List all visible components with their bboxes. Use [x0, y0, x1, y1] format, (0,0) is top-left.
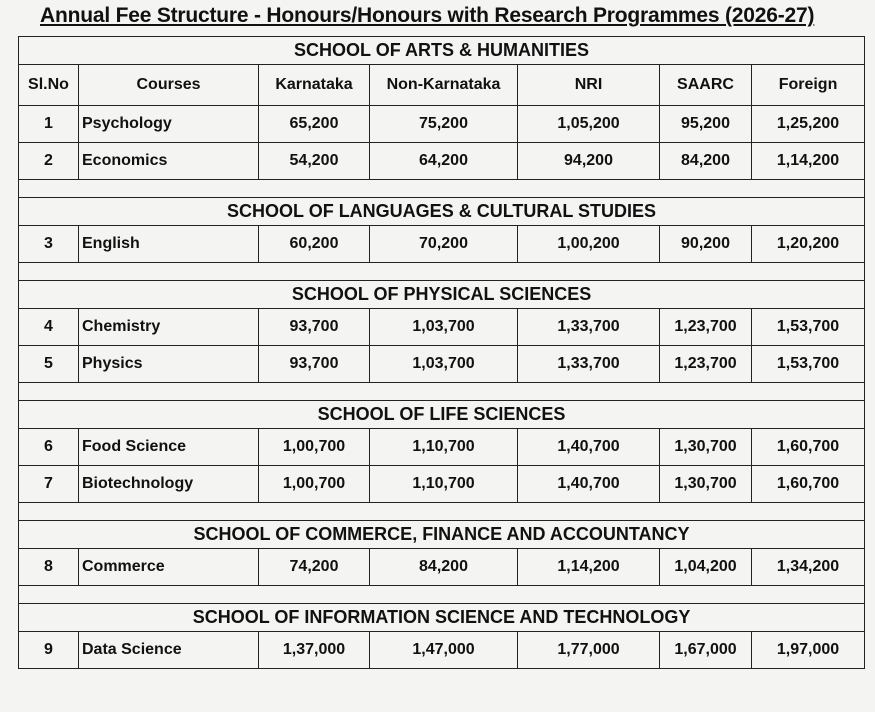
- spacer-cell: [19, 180, 865, 198]
- school-heading-row: [19, 604, 865, 632]
- sl-no-cell: 9: [19, 632, 79, 669]
- karnataka-fee-cell: 65,200: [259, 106, 370, 143]
- nri-fee-cell: 1,33,700: [518, 346, 660, 383]
- non-karnataka-fee-cell: 1,10,700: [370, 429, 518, 466]
- course-cell: Psychology: [79, 106, 259, 143]
- school-heading: SCHOOL OF PHYSICAL SCIENCES: [19, 281, 865, 309]
- sl-no-cell: 1: [19, 106, 79, 143]
- column-header-row: [19, 65, 865, 106]
- foreign-fee-cell: 1,53,700: [752, 309, 865, 346]
- nri-fee-cell: 1,40,700: [518, 466, 660, 503]
- section-spacer: [19, 503, 865, 521]
- foreign-fee-cell: 1,25,200: [752, 106, 865, 143]
- saarc-fee-cell: 1,67,000: [660, 632, 752, 669]
- table-row: [19, 466, 865, 503]
- school-heading: SCHOOL OF LIFE SCIENCES: [19, 401, 865, 429]
- section-spacer: [19, 263, 865, 281]
- course-cell: Chemistry: [79, 309, 259, 346]
- table-row: [19, 429, 865, 466]
- section-spacer: [19, 180, 865, 198]
- table-row: [19, 632, 865, 669]
- spacer-cell: [19, 586, 865, 604]
- nri-fee-cell: 1,00,200: [518, 226, 660, 263]
- karnataka-fee-cell: 93,700: [259, 346, 370, 383]
- saarc-fee-cell: 1,30,700: [660, 429, 752, 466]
- table-row: [19, 106, 865, 143]
- school-heading-row: [19, 281, 865, 309]
- sl-no-cell: 6: [19, 429, 79, 466]
- school-heading: SCHOOL OF INFORMATION SCIENCE AND TECHNOLOGY: [19, 604, 865, 632]
- sl-no-cell: 3: [19, 226, 79, 263]
- sl-no-cell: 2: [19, 143, 79, 180]
- foreign-fee-cell: 1,97,000: [752, 632, 865, 669]
- karnataka-fee-cell: 1,00,700: [259, 429, 370, 466]
- table-row: [19, 309, 865, 346]
- saarc-fee-cell: 1,23,700: [660, 346, 752, 383]
- nri-fee-cell: 1,05,200: [518, 106, 660, 143]
- saarc-fee-cell: 95,200: [660, 106, 752, 143]
- saarc-fee-cell: 1,04,200: [660, 549, 752, 586]
- non-karnataka-fee-cell: 1,10,700: [370, 466, 518, 503]
- school-heading: SCHOOL OF COMMERCE, FINANCE AND ACCOUNTANCY: [19, 521, 865, 549]
- school-heading-row: [19, 521, 865, 549]
- foreign-fee-cell: 1,34,200: [752, 549, 865, 586]
- spacer-cell: [19, 383, 865, 401]
- non-karnataka-fee-cell: 64,200: [370, 143, 518, 180]
- saarc-fee-cell: 90,200: [660, 226, 752, 263]
- table-row: [19, 226, 865, 263]
- sl-no-cell: 5: [19, 346, 79, 383]
- course-cell: Data Science: [79, 632, 259, 669]
- nri-fee-cell: 1,33,700: [518, 309, 660, 346]
- column-header-foreign-fee: Foreign: [752, 65, 865, 106]
- column-header-course: Courses: [79, 65, 259, 106]
- table-row: [19, 549, 865, 586]
- school-heading-row: [19, 37, 865, 65]
- column-header-nri-fee: NRI: [518, 65, 660, 106]
- sl-no-cell: 4: [19, 309, 79, 346]
- school-heading: SCHOOL OF ARTS & HUMANITIES: [19, 37, 865, 65]
- karnataka-fee-cell: 54,200: [259, 143, 370, 180]
- non-karnataka-fee-cell: 75,200: [370, 106, 518, 143]
- section-spacer: [19, 383, 865, 401]
- school-heading: SCHOOL OF LANGUAGES & CULTURAL STUDIES: [19, 198, 865, 226]
- karnataka-fee-cell: 74,200: [259, 549, 370, 586]
- non-karnataka-fee-cell: 1,03,700: [370, 346, 518, 383]
- karnataka-fee-cell: 1,37,000: [259, 632, 370, 669]
- foreign-fee-cell: 1,53,700: [752, 346, 865, 383]
- non-karnataka-fee-cell: 1,47,000: [370, 632, 518, 669]
- course-cell: English: [79, 226, 259, 263]
- non-karnataka-fee-cell: 70,200: [370, 226, 518, 263]
- foreign-fee-cell: 1,60,700: [752, 466, 865, 503]
- karnataka-fee-cell: 60,200: [259, 226, 370, 263]
- column-header-non-karnataka-fee: Non-Karnataka: [370, 65, 518, 106]
- karnataka-fee-cell: 1,00,700: [259, 466, 370, 503]
- course-cell: Commerce: [79, 549, 259, 586]
- course-cell: Physics: [79, 346, 259, 383]
- column-header-sl-no: Sl.No: [19, 65, 79, 106]
- nri-fee-cell: 1,40,700: [518, 429, 660, 466]
- nri-fee-cell: 94,200: [518, 143, 660, 180]
- non-karnataka-fee-cell: 84,200: [370, 549, 518, 586]
- nri-fee-cell: 1,14,200: [518, 549, 660, 586]
- saarc-fee-cell: 1,23,700: [660, 309, 752, 346]
- course-cell: Food Science: [79, 429, 259, 466]
- spacer-cell: [19, 503, 865, 521]
- saarc-fee-cell: 1,30,700: [660, 466, 752, 503]
- course-cell: Biotechnology: [79, 466, 259, 503]
- foreign-fee-cell: 1,20,200: [752, 226, 865, 263]
- sl-no-cell: 7: [19, 466, 79, 503]
- column-header-saarc-fee: SAARC: [660, 65, 752, 106]
- non-karnataka-fee-cell: 1,03,700: [370, 309, 518, 346]
- spacer-cell: [19, 263, 865, 281]
- karnataka-fee-cell: 93,700: [259, 309, 370, 346]
- saarc-fee-cell: 84,200: [660, 143, 752, 180]
- school-heading-row: [19, 198, 865, 226]
- fee-table-body: [19, 37, 865, 669]
- fee-table: [18, 36, 865, 669]
- school-heading-row: [19, 401, 865, 429]
- page-title: Annual Fee Structure - Honours/Honours with Research Programmes (2026-27): [40, 4, 815, 27]
- nri-fee-cell: 1,77,000: [518, 632, 660, 669]
- table-row: [19, 346, 865, 383]
- foreign-fee-cell: 1,60,700: [752, 429, 865, 466]
- sl-no-cell: 8: [19, 549, 79, 586]
- course-cell: Economics: [79, 143, 259, 180]
- column-header-karnataka-fee: Karnataka: [259, 65, 370, 106]
- table-row: [19, 143, 865, 180]
- foreign-fee-cell: 1,14,200: [752, 143, 865, 180]
- section-spacer: [19, 586, 865, 604]
